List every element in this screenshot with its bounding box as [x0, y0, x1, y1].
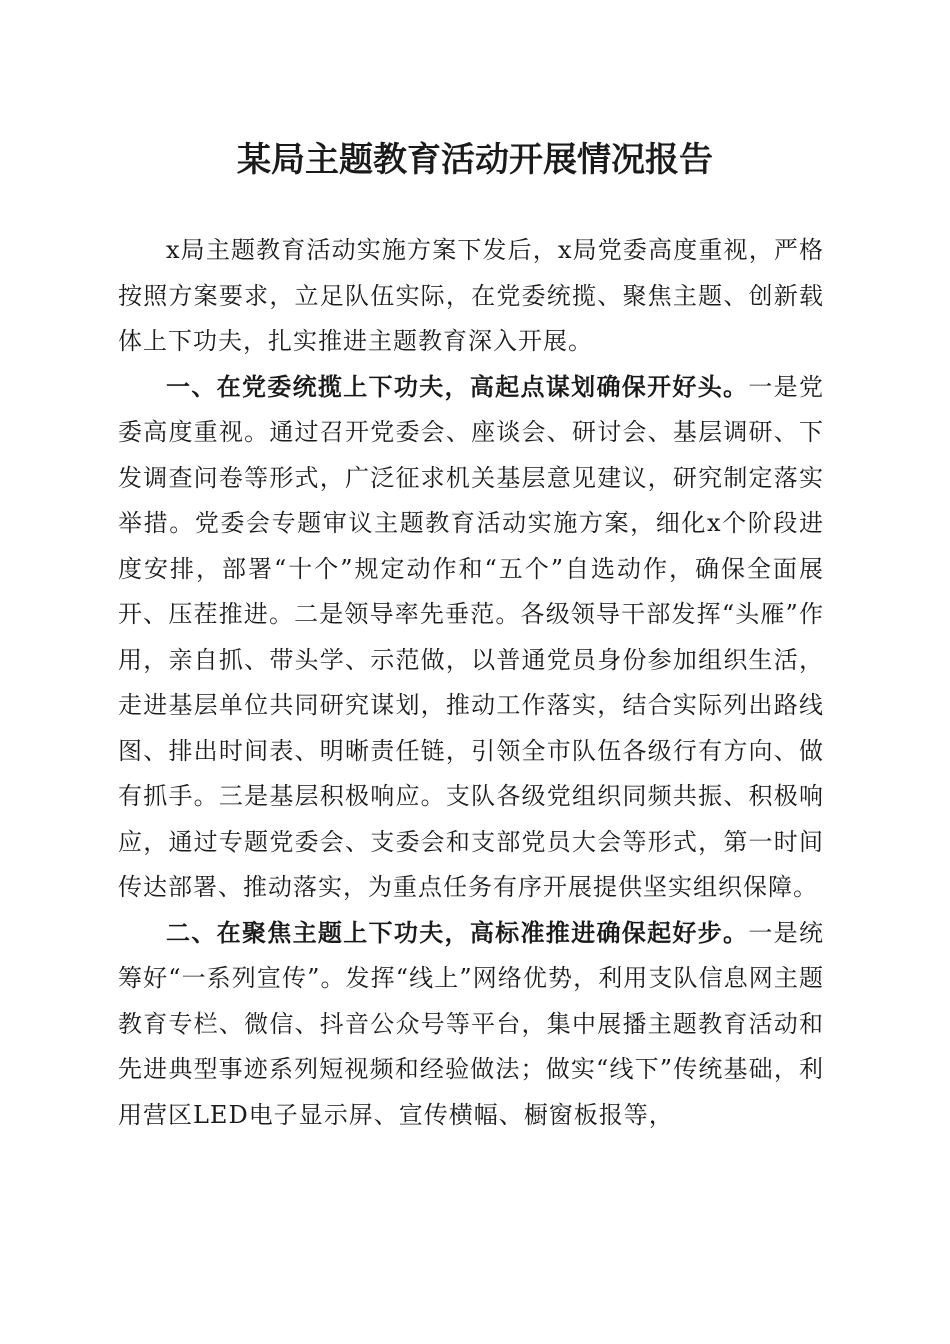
- document-title: 某局主题教育活动开展情况报告: [237, 140, 713, 180]
- paragraph-text: 一是党委高度重视。通过召开党委会、座谈会、研讨会、基层调研、下发调查问卷等形式，广泛征求机关基层意见建议，研究制定落实举措。党委会专题审议主题教育活动实施方案，细化x个阶段进度安排，部署“十个”规定动作和“五个”自选动作，确保全面展开、压茬推进。二是领导率先垂范。各级领导干部发挥“头雁”作用，亲自抓、带头学、示范做，以普通党员身份参加组织生活，走进基层单位共同研究谋划，推动工作落实，结合实际列出路线图、排出时间表、明晰责任链，引领全市队伍各级行有方向、做有抓手。三是基层积极响应。支队各级党组织同频共振、积极响应，通过专题党委会、支委会和支部党员大会等形式，第一时间传达部署、推动落实，为重点任务有序开展提供坚实组织保障。: [118, 372, 824, 901]
- paragraph-section-2: [118, 911, 824, 1139]
- paragraph-heading: 二、在聚焦主题上下功夫，高标准推进确保起好步。: [166, 918, 749, 947]
- paragraph-heading: 一、在党委统揽上下功夫，高起点谋划确保开好头。: [166, 372, 749, 401]
- paragraph-text: x局主题教育活动实施方案下发后，x局党委高度重视，严格按照方案要求，立足队伍实际，在党委统揽、聚焦主题、创新载体上下功夫，扎实推进主题教育深入开展。: [118, 236, 824, 355]
- paragraph-intro: [118, 228, 824, 365]
- paragraph-text: 一是统筹好“一系列宣传”。发挥“线上”网络优势，利用支队信息网主题教育专栏、微信、抖音公众号等平台，集中展播主题教育活动和先进典型事迹系列短视频和经验做法；做实“线下”传统基础，利用营区LED电子显示屏、宣传横幅、橱窗板报等，: [118, 918, 824, 1129]
- paragraph-section-1: [118, 365, 824, 911]
- document-body: [118, 228, 824, 1138]
